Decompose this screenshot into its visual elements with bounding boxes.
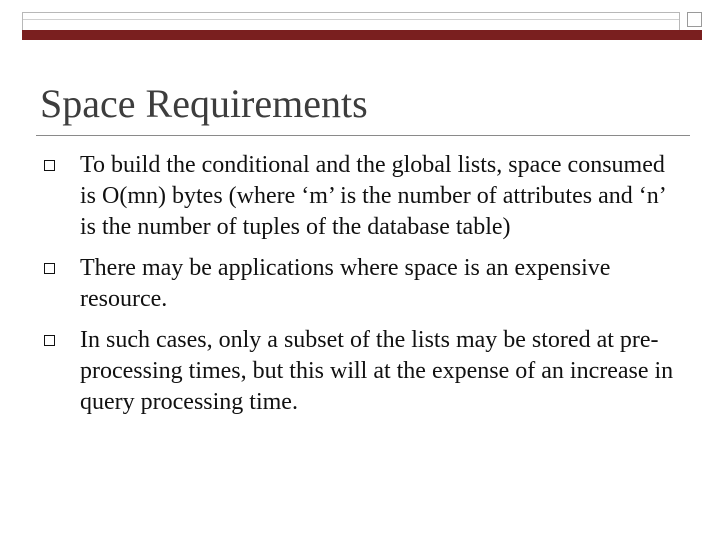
corner-square	[687, 12, 702, 27]
header-band-line	[23, 19, 679, 20]
bullet-list	[44, 150, 684, 428]
slide-title: Space Requirements	[40, 81, 368, 126]
bullet-item	[44, 325, 684, 418]
header-band	[22, 12, 680, 31]
header-accent-bar	[22, 30, 687, 40]
hollow-square-icon	[44, 335, 55, 346]
bullet-text: In such cases, only a subset of the lists may be stored at pre-processing times, but this will at the expense of an increase in query processing time.	[80, 327, 674, 415]
hollow-square-icon	[44, 263, 55, 274]
bullet-text: There may be applications where space is an expensive resource.	[80, 255, 611, 312]
corner-accent-square	[687, 30, 702, 40]
bullet-item	[44, 253, 684, 315]
title-divider	[36, 135, 690, 136]
bullet-text: To build the conditional and the global lists, space consumed is O(mn) bytes (where ‘m’ is the number of attributes and ‘n’ is the number of tuples of the database table)	[80, 152, 665, 240]
bullet-item	[44, 150, 684, 243]
hollow-square-icon	[44, 160, 55, 171]
